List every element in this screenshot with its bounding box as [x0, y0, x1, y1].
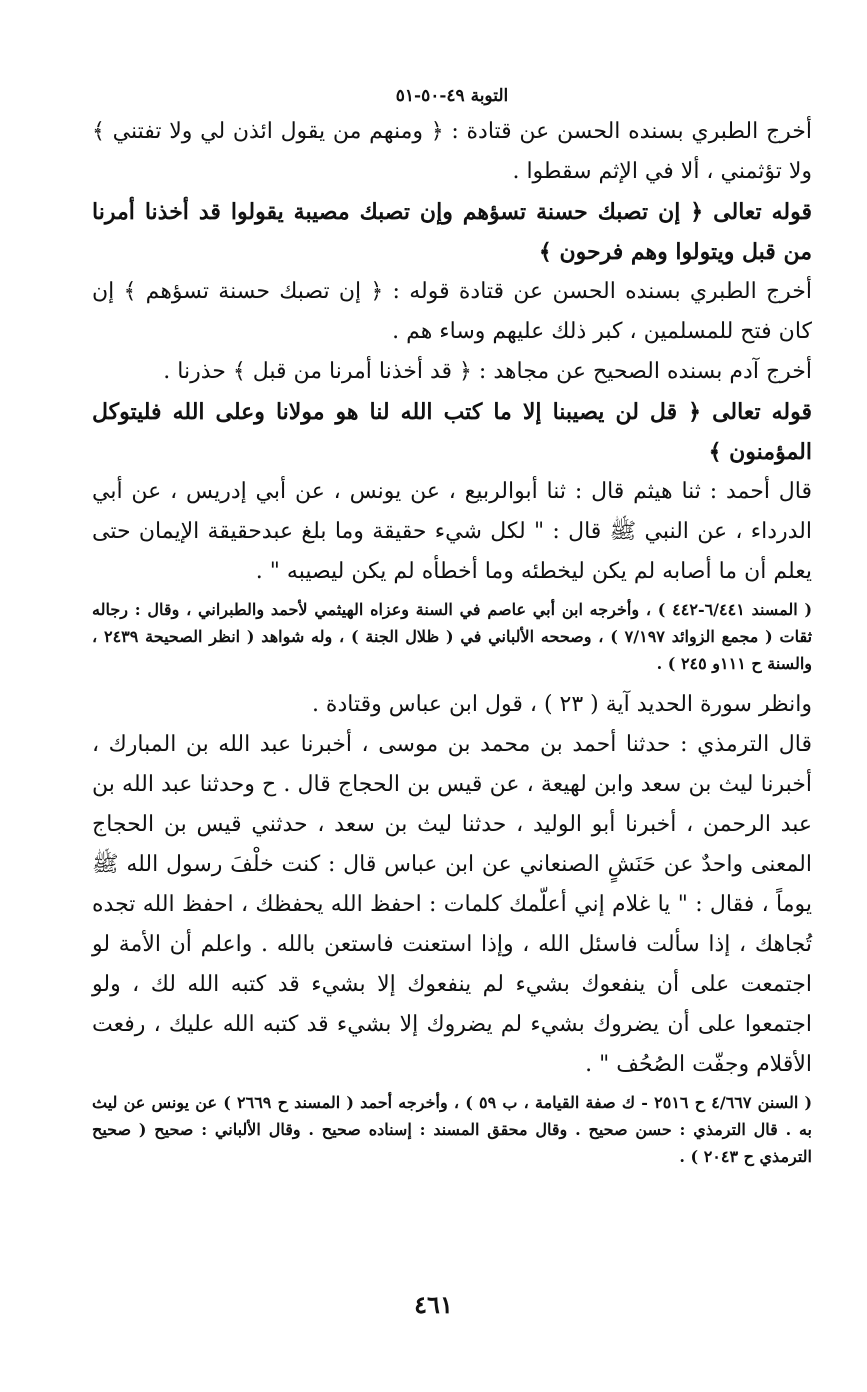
- page-body: [92, 86, 812, 1178]
- paragraph-adam-mujahid: أخرج آدم بسنده الصحيح عن مجاهد : ﴿ قد أخذنا أمرنا من قبل ﴾ حذرنا .: [163, 359, 812, 384]
- paragraph-qatada-tafsir: أخرج الطبري بسنده الحسن عن قتادة : ﴿ ومنهم من يقول ائذن لي ولا تفتني ﴾ ولا تؤثمني ، ألا في الإثم سقطوا .: [92, 119, 812, 184]
- page-number: ٤٦١: [414, 1290, 453, 1319]
- verse-heading-50: قوله تعالى ﴿ إن تصبك حسنة تسؤهم وإن تصبك مصيبة يقولوا قد أخذنا أمرنا من قبل ويتولوا وهم فرحون ﴾: [92, 199, 812, 265]
- footnote-sunan: ( السنن ٤/٦٦٧ ح ٢٥١٦ - ك صفة القيامة ، ب ٥٩ ) ، وأخرجه أحمد ( المسند ح ٢٦٦٩ ) عن يونس عن ليث به . قال الترمذي : حسن صحيح . وقال محقق المسند : إسناده صحيح . وقال الألباني : صحيح ( صحيح الترمذي ح ٢٠٤٣ ) .: [92, 1093, 813, 1166]
- paragraph-tirmidhi-hadith: قال الترمذي : حدثنا أحمد بن محمد بن موسى ، أخبرنا عبد الله بن المبارك ، أخبرنا ليث بن سعد وابن لهيعة ، عن قيس بن الحجاج قال . ح وحدثنا عبد الله بن عبد الرحمن ، أخبرنا أبو الوليد ، حدثنا ليث بن سعد ، حدثني قيس بن الحجاج المعنى واحدٌ عن حَنَشٍ الصنعاني عن ابن عباس قال : كنت خلْفَ رسول الله ﷺ يوماً ، فقال : " يا غلام إني أعلّمك كلمات : احفظ الله يحفظك ، احفظ الله تجده تُجاهك ، إذا سألت فاسئل الله ، وإذا استعنت فاستعن بالله . واعلم أن الأمة لو اجتمعت على أن ينفعوك بشيء لم ينفعوك إلا بشيء قد كتبه الله لك ، ولو اجتمعوا على أن يضروك بشيء لم يضروك إلا بشيء قد كتبه الله عليك ، رفعت الأقلام وجفّت الصُحُف " .: [92, 732, 812, 1077]
- paragraph-tabari-qatada: أخرج الطبري بسنده الحسن عن قتادة قوله : ﴿ إن تصبك حسنة تسؤهم ﴾ إن كان فتح للمسلمين ، كبر ذلك عليهم وساء هم .: [92, 279, 812, 344]
- verse-heading-51: قوله تعالى ﴿ قل لن يصيبنا إلا ما كتب الله لنا هو مولانا وعلى الله فليتوكل المؤمنون ﴾: [92, 399, 812, 465]
- paragraph-hadid-reference: وانظر سورة الحديد آية ( ٢٣ ) ، قول ابن عباس وقتادة .: [311, 692, 812, 717]
- running-header: التوبة ٤٩-٥٠-٥١: [395, 86, 509, 106]
- footnote-musnad: ( المسند ٦/٤٤١-٤٤٢ ) ، وأخرجه ابن أبي عاصم في السنة وعزاه الهيثمي لأحمد والطبراني ، وقال : رجاله ثقات ( مجمع الزوائد ٧/١٩٧ ) ، وصححه الألباني في ( ظلال الجنة ) ، وله شواهد ( انظر الصحيحة ٢٤٣٩ ، والسنة ح ١١١و ٢٤٥ ) .: [92, 600, 813, 673]
- paragraph-ahmad-hadith: قال أحمد : ثنا هيثم قال : ثنا أبوالربيع ، عن يونس ، عن أبي إدريس ، عن أبي الدرداء ، عن النبي ﷺ قال : " لكل شيء حقيقة وما بلغ عبدحقيقة الإيمان حتى يعلم أن ما أصابه لم يكن ليخطئه وما أخطأه لم يكن ليصيبه " .: [92, 479, 812, 584]
